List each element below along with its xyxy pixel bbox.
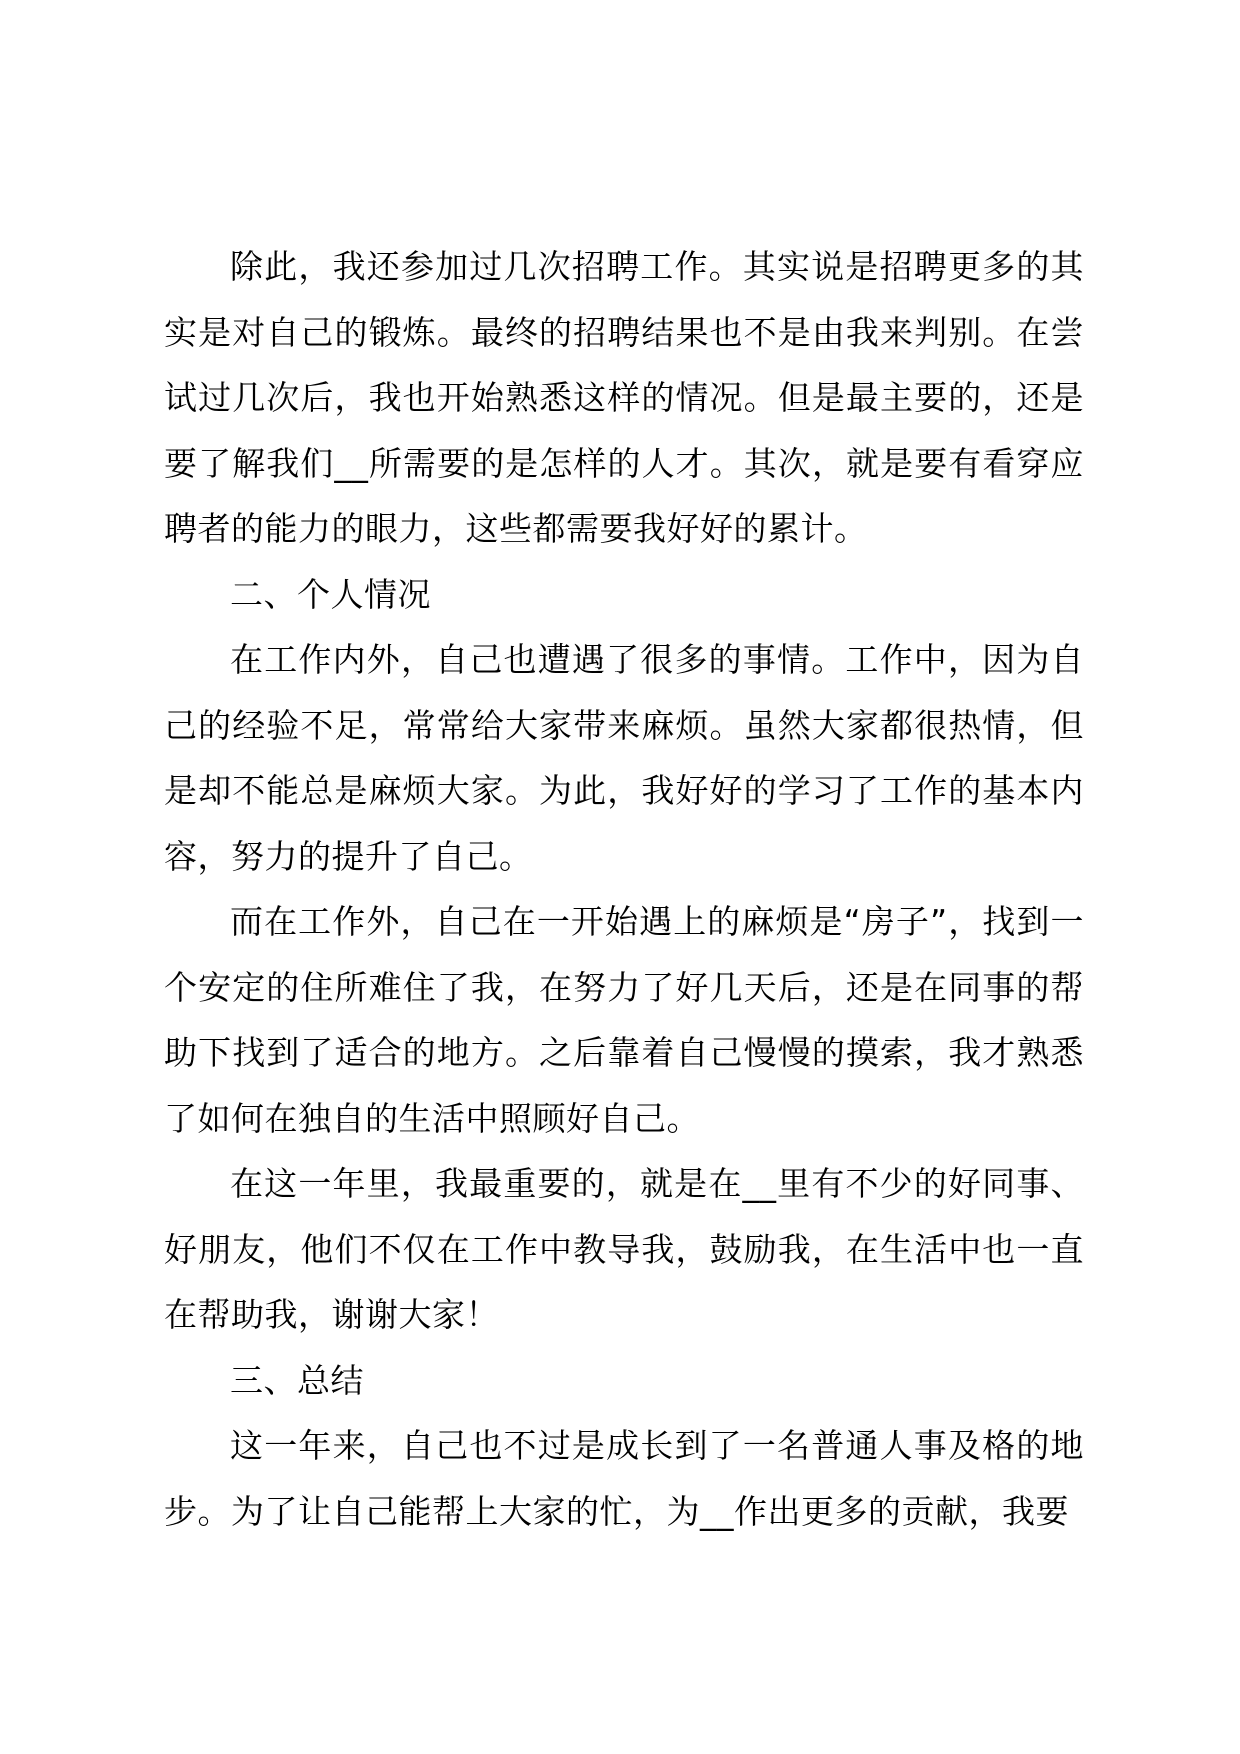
paragraph-colleagues: 在这一年里，我最重要的，就是在__里有不少的好同事、好朋友，他们不仅在工作中教导我，鼓励我，在生活中也一直在帮助我，谢谢大家！ <box>164 1164 1084 1334</box>
document-body <box>164 234 1084 1544</box>
paragraph-recruitment: 除此，我还参加过几次招聘工作。其实说是招聘更多的其实是对自己的锻炼。最终的招聘结果也不是由我来判别。在尝试过几次后，我也开始熟悉这样的情况。但是最主要的，还是要了解我们__所需要的是怎样的人才。其次，就是要有看穿应聘者的能力的眼力，这些都需要我好好的累计。 <box>164 247 1084 548</box>
section-heading-summary: 三、总结 <box>230 1360 364 1400</box>
paragraph-work-outside: 而在工作外，自己在一开始遇上的麻烦是“房子”，找到一个安定的住所难住了我，在努力了好几天后，还是在同事的帮助下找到了适合的地方。之后靠着自己慢慢的摸索，我才熟悉了如何在独自的生活中照顾好自己。 <box>164 902 1084 1138</box>
paragraph-work-inside: 在工作内外，自己也遭遇了很多的事情。工作中，因为自己的经验不足，常常给大家带来麻烦。虽然大家都很热情，但是却不能总是麻烦大家。为此，我好好的学习了工作的基本内容，努力的提升了自己。 <box>164 640 1084 876</box>
paragraph-summary: 这一年来，自己也不过是成长到了一名普通人事及格的地步。为了让自己能帮上大家的忙，为__作出更多的贡献，我要 <box>164 1426 1084 1531</box>
section-heading-personal: 二、个人情况 <box>230 574 431 614</box>
